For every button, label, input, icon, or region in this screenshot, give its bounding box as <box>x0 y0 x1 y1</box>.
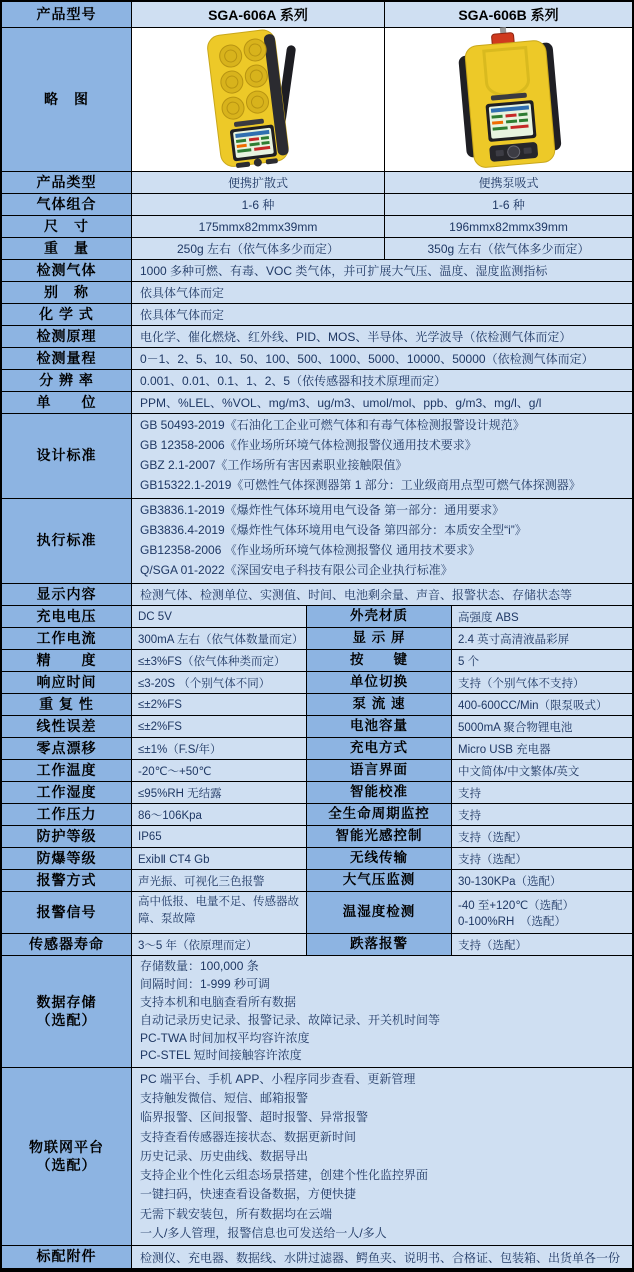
table-row <box>2 825 632 847</box>
row-value-lines <box>132 414 632 498</box>
row-value-left: IP65 <box>132 826 307 847</box>
row-value-lines <box>132 956 632 1067</box>
value-line: GBZ 2.1-2007《工作场所有害因素职业接触限值》 <box>140 458 408 473</box>
row-label: 化 学 式 <box>2 304 132 325</box>
table-row <box>2 671 632 693</box>
table-row <box>2 347 632 369</box>
row-value-left: 3～5 年（依原理而定） <box>132 934 307 955</box>
value-line: GB3836.1-2019《爆炸性气体环境用电气设备 第一部分：通用要求》 <box>140 503 505 518</box>
row-label-left: 防爆等级 <box>2 848 132 869</box>
row-value-right: 中文简体/中文繁体/英文 <box>452 760 632 781</box>
value-series-b: 350g 左右（依气体多少而定） <box>385 238 632 259</box>
value-series-a: 175mmx82mmx39mm <box>132 216 385 237</box>
gas-detector-diffusion-image <box>132 26 385 173</box>
row-label: 气体组合 <box>2 194 132 215</box>
row-label-right: 大气压监测 <box>307 870 452 891</box>
row-value: PPM、%LEL、%VOL、mg/m3、ug/m3、umol/mol、ppb、g/m3、mg/l、g/l <box>132 392 632 413</box>
row-label-right: 智能光感控制 <box>307 826 452 847</box>
row-value-left: ≤3-20S （个别气体不同） <box>132 672 307 693</box>
table-row <box>2 803 632 825</box>
row-label-right: 外壳材质 <box>307 606 452 627</box>
row-label-right: 全生命周期监控 <box>307 804 452 825</box>
value-series-a: 1-6 种 <box>132 194 385 215</box>
value-series-a: 便携扩散式 <box>132 172 385 193</box>
table-row <box>2 498 632 583</box>
row-label: 检测气体 <box>2 260 132 281</box>
table-row <box>2 955 632 1067</box>
table-row <box>2 325 632 347</box>
row-value: 依具体气体而定 <box>132 304 632 325</box>
sketch-label: 略 图 <box>2 28 132 171</box>
col-header-series-b: SGA-606B 系列 <box>385 2 632 27</box>
value-series-b: 196mmx82mmx39mm <box>385 216 632 237</box>
table-row <box>2 583 632 605</box>
row-label: 尺 寸 <box>2 216 132 237</box>
row-label-left: 工作湿度 <box>2 782 132 803</box>
device-a-cell <box>132 28 385 171</box>
value-line: 自动记录历史记录、报警记录、故障记录、开关机时间等 <box>140 1012 441 1027</box>
row-value-right: 5000mA 聚合物锂电池 <box>452 716 632 737</box>
table-row <box>2 847 632 869</box>
row-label: 别 称 <box>2 282 132 303</box>
value-line: GB 50493-2019《石油化工企业可燃气体和有毒气体检测报警设计规范》 <box>140 418 525 433</box>
row-value: 检测气体、检测单位、实测值、时间、电池剩余量、声音、报警状态、存储状态等 <box>132 584 632 605</box>
table-row <box>2 391 632 413</box>
row-label: 重 量 <box>2 238 132 259</box>
table-row <box>2 215 632 237</box>
value-line: PC-TWA 时间加权平均容许浓度 <box>140 1030 310 1045</box>
value-line: 一键扫码，快速查看设备数据，方便快捷 <box>140 1187 357 1202</box>
value-line: 一人/多人管理，报警信息也可发送给一人/多人 <box>140 1225 387 1240</box>
row-label: 检测量程 <box>2 348 132 369</box>
row-value-right: 高强度 ABS <box>452 606 632 627</box>
row-label <box>2 1068 132 1245</box>
row-value-right: 支持 <box>452 804 632 825</box>
table-row <box>2 281 632 303</box>
value-line: -40 至+120℃（选配） <box>458 899 575 912</box>
row-value-right: 2.4 英寸高清液晶彩屏 <box>452 628 632 649</box>
row-value-right: 400-600CC/Min（限泵吸式） <box>452 694 632 715</box>
table-row <box>2 715 632 737</box>
row-value: 电化学、催化燃烧、红外线、PID、MOS、半导体、光学波导（依检测气体而定） <box>132 326 632 347</box>
row-value-left: ≤±1%（F.S/年） <box>132 738 307 759</box>
row-label-left: 零点漂移 <box>2 738 132 759</box>
row-value: 依具体气体而定 <box>132 282 632 303</box>
row-label-right: 电池容量 <box>307 716 452 737</box>
row-value-left: ExibⅡ CT4 Gb <box>132 848 307 869</box>
value-series-b: 便携泵吸式 <box>385 172 632 193</box>
table-row <box>2 605 632 627</box>
row-label: 显示内容 <box>2 584 132 605</box>
row-value-right: 30-130KPa（选配） <box>452 870 632 891</box>
value-line: 临界报警、区间报警、超时报警、异常报警 <box>140 1110 369 1125</box>
table-row <box>2 627 632 649</box>
table-row <box>2 759 632 781</box>
row-value-right: 支持（选配） <box>452 826 632 847</box>
value-line: GB15322.1-2019《可燃性气体探测器第 1 部分：工业级商用点型可燃气体探测器》 <box>140 478 581 493</box>
value-line: GB3836.4-2019《爆炸性气体环境用电气设备 第四部分：本质安全型“i”》 <box>140 523 527 538</box>
row-value-left: ≤±3%FS（依气体种类而定） <box>132 650 307 671</box>
row-value: 0.001、0.01、0.1、1、2、5（依传感器和技术原理而定） <box>132 370 632 391</box>
row-label-left: 报警信号 <box>2 892 132 933</box>
row-value-lines <box>132 499 632 583</box>
row-label-right: 无线传输 <box>307 848 452 869</box>
row-label: 分 辨 率 <box>2 370 132 391</box>
row-value-right: 支持 <box>452 782 632 803</box>
row-value-left: 86～106Kpa <box>132 804 307 825</box>
table-row <box>2 259 632 281</box>
row-label-line: （选配） <box>36 1011 97 1028</box>
table-row <box>2 369 632 391</box>
value-line: Q/SGA 01-2022《深国安电子科技有限公司企业执行标准》 <box>140 563 453 578</box>
row-label-right: 跌落报警 <box>307 934 452 955</box>
row-label-line: （选配） <box>36 1156 97 1173</box>
row-label: 单 位 <box>2 392 132 413</box>
row-value-left: DC 5V <box>132 606 307 627</box>
row-value-left: 高中低报、电量不足、传感器故障、泵故障 <box>132 892 307 933</box>
table-row <box>2 649 632 671</box>
row-label: 设计标准 <box>2 414 132 498</box>
row-value-left: ≤95%RH 无结露 <box>132 782 307 803</box>
row-value-right: 支持（个别气体不支持） <box>452 672 632 693</box>
row-label-left: 工作温度 <box>2 760 132 781</box>
row-label: 检测原理 <box>2 326 132 347</box>
row-label-left: 工作电流 <box>2 628 132 649</box>
value-line: 支持企业个性化云组态场景搭建，创建个性化监控界面 <box>140 1168 429 1183</box>
row-label <box>2 956 132 1067</box>
table-row <box>2 693 632 715</box>
table-row <box>2 193 632 215</box>
value-line: 无需下载安装包，所有数据均在云端 <box>140 1206 333 1221</box>
row-value-lines <box>132 1068 632 1245</box>
row-label-left: 重 复 性 <box>2 694 132 715</box>
value-line: 支持本机和电脑查看所有数据 <box>140 994 297 1009</box>
value-line: 0-100%RH （选配） <box>458 915 566 928</box>
row-label-right: 显 示 屏 <box>307 628 452 649</box>
table-row <box>2 1245 632 1268</box>
value-line: PC-STEL 短时间接触容许浓度 <box>140 1048 302 1063</box>
value-line: 存储数量：100,000 条 <box>140 959 259 974</box>
row-label-line: 数据存储 <box>36 994 97 1010</box>
row-label: 标配附件 <box>2 1246 132 1268</box>
value-line: 历史记录、历史曲线、数据导出 <box>140 1148 309 1163</box>
value-line: 支持查看传感器连接状态、数据更新时间 <box>140 1129 357 1144</box>
row-label: 执行标准 <box>2 499 132 583</box>
row-label-right: 智能校准 <box>307 782 452 803</box>
table-row <box>2 171 632 193</box>
row-value-left: 300mA 左右（依气体数量而定） <box>132 628 307 649</box>
value-line: 支持触发微信、短信、邮箱报警 <box>140 1091 309 1106</box>
row-label-left: 响应时间 <box>2 672 132 693</box>
value-line: 间隔时间：1-999 秒可调 <box>140 977 271 992</box>
row-label-right: 泵 流 速 <box>307 694 452 715</box>
row-label-left: 报警方式 <box>2 870 132 891</box>
row-label-left: 精 度 <box>2 650 132 671</box>
value-series-a: 250g 左右（依气体多少而定） <box>132 238 385 259</box>
row-label-left: 传感器寿命 <box>2 934 132 955</box>
row-value: 0－1、2、5、10、50、100、500、1000、5000、10000、50000（依检测气体而定） <box>132 348 632 369</box>
header-model-label: 产品型号 <box>2 2 132 27</box>
row-value: 检测仪、充电器、数据线、水阱过滤器、鳄鱼夹、说明书、合格证、包装箱、出货单各一份 <box>132 1246 632 1268</box>
value-line: PC 端平台、手机 APP、小程序同步查看、更新管理 <box>140 1072 416 1087</box>
col-header-series-a: SGA-606A 系列 <box>132 2 385 27</box>
table-row <box>2 737 632 759</box>
row-value-left: ≤±2%FS <box>132 716 307 737</box>
row-label-left: 工作压力 <box>2 804 132 825</box>
row-value-right: 支持（选配） <box>452 934 632 955</box>
table-row <box>2 891 632 933</box>
table-row <box>2 413 632 498</box>
row-value-left: ≤±2%FS <box>132 694 307 715</box>
row-value: 1000 多种可燃、有毒、VOC 类气体，并可扩展大气压、温度、湿度监测指标 <box>132 260 632 281</box>
row-label-line: 物联网平台 <box>29 1139 104 1155</box>
gas-detector-pump-image <box>385 26 634 173</box>
row-label-right: 单位切换 <box>307 672 452 693</box>
device-b-cell <box>385 28 634 171</box>
row-label-right: 温湿度检测 <box>307 892 452 933</box>
table-row <box>2 781 632 803</box>
row-label-left: 充电电压 <box>2 606 132 627</box>
value-line: GB 12358-2006《作业场所环境气体检测报警仪通用技术要求》 <box>140 438 477 453</box>
sketch-row <box>2 27 632 171</box>
table-row <box>2 303 632 325</box>
row-label-left: 线性误差 <box>2 716 132 737</box>
row-label: 产品类型 <box>2 172 132 193</box>
header-row <box>2 2 632 27</box>
table-row <box>2 237 632 259</box>
row-value-right: Micro USB 充电器 <box>452 738 632 759</box>
row-value-left: 声光振、可视化三色报警 <box>132 870 307 891</box>
row-label-right: 按 键 <box>307 650 452 671</box>
value-line: GB12358-2006 《作业场所环境气体检测报警仪 通用技术要求》 <box>140 543 481 558</box>
row-value-right <box>452 892 632 933</box>
row-value-right: 支持（选配） <box>452 848 632 869</box>
table-row <box>2 1067 632 1245</box>
table-row <box>2 869 632 891</box>
row-label-right: 充电方式 <box>307 738 452 759</box>
value-series-b: 1-6 种 <box>385 194 632 215</box>
row-label-left: 防护等级 <box>2 826 132 847</box>
table-row <box>2 933 632 955</box>
row-value-right: 5 个 <box>452 650 632 671</box>
row-label-right: 语言界面 <box>307 760 452 781</box>
row-value-left: -20℃～+50℃ <box>132 760 307 781</box>
